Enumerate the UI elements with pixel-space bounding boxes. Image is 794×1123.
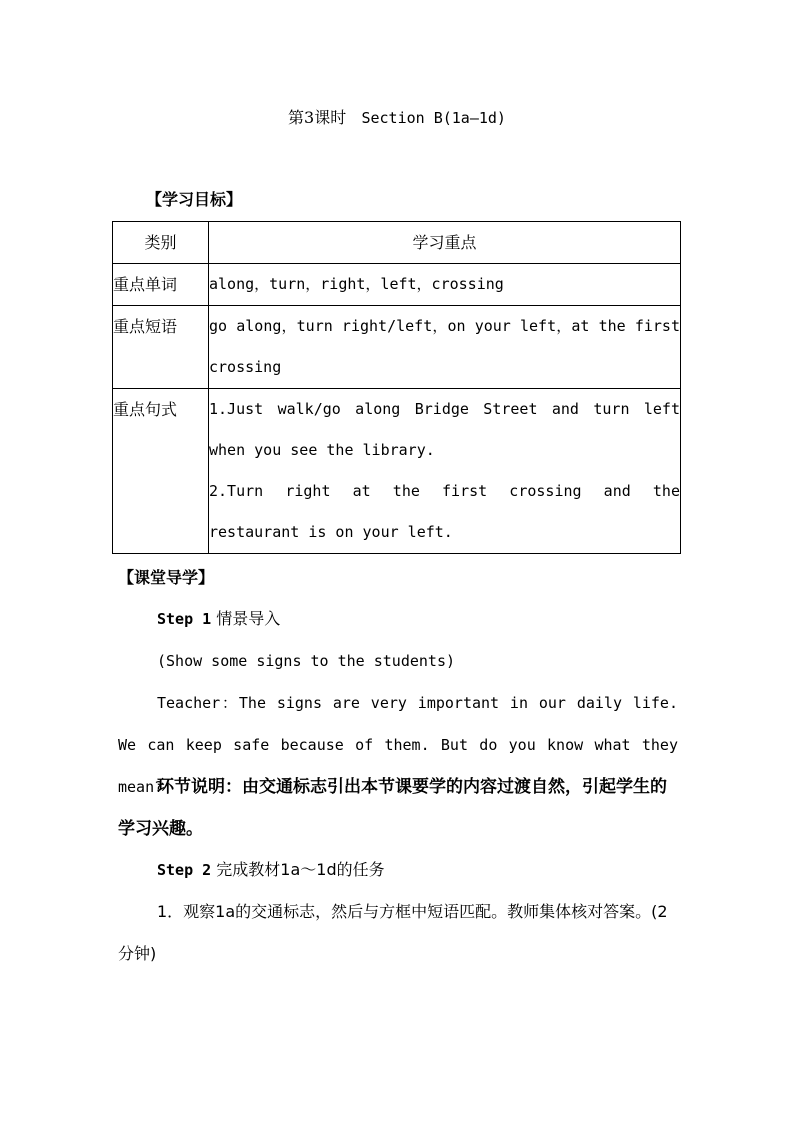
row-content-phrases: [209, 306, 681, 389]
row-label-sentences: 重点句式: [113, 389, 209, 554]
lesson-number: 第3课时: [288, 108, 347, 127]
row-label-words: 重点单词: [113, 264, 209, 306]
step2-line: [157, 849, 677, 891]
learning-goals-table: [112, 221, 681, 554]
step1-title: 情景导入: [216, 609, 281, 628]
step1-label: Step 1: [157, 610, 212, 628]
row-content-words: [209, 264, 681, 306]
step2-label: Step 2: [157, 861, 212, 879]
teacher-text: Teacher：The signs are very important in our daily life. We can keep safe because of them. But do you know what they mean?: [118, 694, 678, 796]
table-row: [113, 306, 681, 389]
classroom-heading: 【课堂导学】: [118, 568, 215, 587]
show-signs-text: (Show some signs to the students): [157, 652, 456, 670]
task1-paragraph: 1．观察1a的交通标志，然后与方框中短语匹配。教师集体核对答案。(2分钟): [118, 902, 668, 963]
table-row: [113, 389, 681, 554]
table-header-row: [113, 222, 681, 264]
header-focus: 学习重点: [209, 222, 681, 264]
sentence-1: 1.Just walk/go along Bridge Street and turn left when you see the library.: [209, 400, 680, 459]
table-row: [113, 264, 681, 306]
step1-line: [157, 598, 677, 640]
phrases-line: go along，turn right/left，on your left，at the first crossing: [209, 317, 680, 376]
row-label-phrases: 重点短语: [113, 306, 209, 389]
header-category: 类别: [113, 222, 209, 264]
section-name: Section B(1a—1d): [361, 109, 506, 127]
lesson-title: [0, 106, 794, 130]
sentence-2: 2.Turn right at the first crossing and the restaurant is on your left.: [209, 482, 680, 541]
words-line: along，turn，right，left，crossing: [209, 275, 504, 293]
goals-heading: 【学习目标】: [146, 190, 243, 209]
note-paragraph: 环节说明：由交通标志引出本节课要学的内容过渡自然，引起学生的学习兴趣。: [118, 777, 667, 839]
step2-title: 完成教材1a～1d的任务: [216, 860, 385, 879]
row-content-sentences: [209, 389, 681, 554]
